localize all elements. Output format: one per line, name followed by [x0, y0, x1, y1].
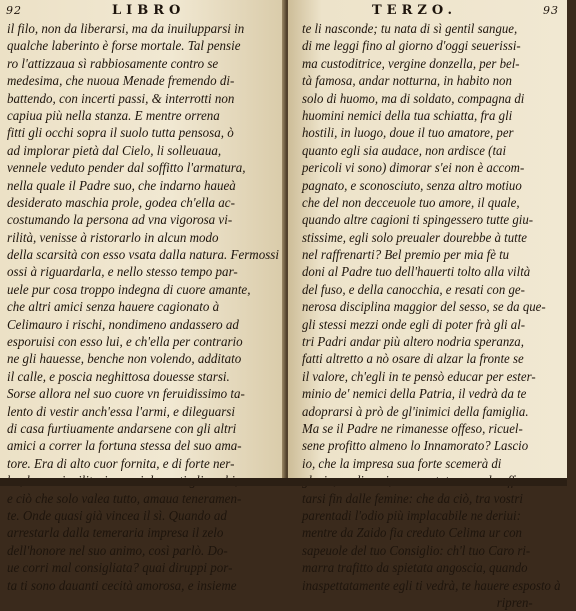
text-line: sapeuole del tuo Consiglio: ch'l tuo Caro ri-: [302, 542, 531, 558]
text-line: il calle, e poscia neghittosa douesse starsi.: [7, 368, 230, 384]
text-line: del fuso, e della canocchia, e resati con ge-: [302, 281, 525, 297]
left-page: [0, 0, 286, 593]
right-page-header: [288, 3, 567, 19]
text-line: esporuisi con esso lui, e ch'ella per contrario: [7, 334, 243, 350]
text-line: inaspettatamente egli ti vedrà, te hauere esposto à: [302, 577, 561, 593]
text-line: ossi à riguardarla, e nello stesso tempo par-: [7, 264, 238, 280]
text-line: minio de' nemici della Patria, il vedrà da te: [302, 386, 527, 402]
text-line: nel raffrenarti? Bel premio per mia fè tu: [302, 247, 510, 263]
text-line: di me leggi fino al giorno d'oggi seuerissi-: [302, 38, 521, 54]
left-running-title: LIBRO: [112, 3, 186, 18]
text-line: della scarsità con esso vsata dalla natura. Fermossi: [7, 247, 279, 263]
text-line: huomini nemici della tua schiatta, fra gli: [302, 107, 513, 123]
text-line: lento di vestir anch'essa l'armi, e dileguarsi: [7, 403, 235, 419]
text-line: parentadi l'odio più implacabile ne deriui:: [302, 507, 521, 523]
text-line: quando altre cagioni ti spingessero tutte giu-: [302, 212, 534, 228]
text-line: che altri amici senza hauere cagionato à: [7, 299, 220, 315]
left-page-number: 92: [6, 4, 22, 17]
text-line: tà famosa, andar notturna, in habito non: [302, 73, 512, 89]
text-line: sene profitto almeno lo Innamorato? Lascio: [302, 438, 529, 454]
text-line: che del non decceuole tuo amore, il quale,: [302, 194, 520, 210]
text-line: marra trafitto da spietata angoscia, quando: [302, 560, 528, 576]
text-line: ne gli hauesse, benche non volendo, additato: [7, 351, 242, 367]
text-line: battendo, con incerti passi, & interrotti non: [7, 90, 235, 106]
text-line: ue corri mal consigliata? quai diruppi por-: [7, 560, 233, 576]
text-line: Celimauro i rischi, nondimeno andassero ad: [7, 316, 239, 332]
text-line: ro l'attizzaua sì rabbiosamente contro se: [7, 55, 219, 71]
text-line: arrestarla dalla temeraria impresa il zelo: [7, 525, 224, 541]
text-line: amici a correr la fortuna stessa del suo ama-: [7, 438, 242, 454]
text-line: tri Padri andar più altero nodria speranza,: [302, 334, 524, 350]
text-line: costumando la persona ad vna vigorosa vi-: [7, 212, 233, 228]
text-line: desiderato maschia prole, godea ch'ella ac-: [7, 194, 235, 210]
right-page: [288, 0, 567, 610]
text-line: nerosa disciplina maggior del sesso, se da que-: [302, 299, 546, 315]
text-line: te. Onde quasi già vincea il sì. Quando ad: [7, 507, 227, 523]
catchword: ripren-: [496, 594, 533, 610]
text-line: io, che la impresa sua forte scemerà di: [302, 455, 502, 471]
text-line: uele pur cosa troppo indegna di cuore amante,: [7, 281, 251, 297]
text-line: adoprarsi à prò de gl'inimici della famiglia.: [302, 403, 529, 419]
text-line: hostili, in luogo, doue il tuo amatore, per: [302, 125, 514, 141]
text-line: mentre da Zaido fia creduto Celima ur con: [302, 525, 522, 541]
left-page-text: [7, 20, 291, 594]
text-line: ma custoditrice, vergine donzella, per bel-: [302, 55, 520, 71]
text-line: medesima, che nuoua Menade fremendo di-: [7, 73, 235, 89]
text-line: fitti gli occhi sopra il suolo tutta pensosa, ò: [7, 125, 234, 141]
text-line: pericoli vi sono) dimorar s'ei non è accom-: [302, 160, 525, 176]
text-line: vennele veduto pender dal soffitto l'armatura,: [7, 160, 246, 176]
text-line: tore. Era di alto cuor fornita, e di forte ner-: [7, 455, 235, 471]
text-line: capiua più nella stanza. E mentre orrena: [7, 107, 220, 123]
text-line: pagnato, e sconosciuto, senza altro motiuo: [302, 177, 522, 193]
text-line: ta ti sono dauanti cecità amorosa, e insieme: [7, 577, 237, 593]
right-page-number: 93: [543, 4, 559, 17]
text-line: ad implorar pietà dal Cielo, li solleuaua,: [7, 142, 222, 158]
text-line: e ciò che solo valea tutto, amaua teneramen-: [7, 490, 242, 506]
text-line: fatti altretto a nò osare di alzar la fronte se: [302, 351, 524, 367]
text-line: il filo, non da liberarsi, ma da inuilupparsi in: [7, 21, 245, 36]
left-page-header: [0, 3, 286, 19]
text-line: quanto egli sia audace, non ardisce (tai: [302, 142, 507, 158]
text-line: doni al Padre tuo dell'hauerti tolto alla viltà: [302, 264, 531, 280]
text-line: stissime, egli solo preualer dourebbe à tutte: [302, 229, 527, 245]
text-line: il valore, ch'egli in te pensò educar per ester-: [302, 368, 536, 384]
text-line: dell'honore nel suo animo, così parlò. Do-: [7, 542, 228, 558]
text-line: gli stessi mezzi onde egli di poter frà gli al-: [302, 316, 526, 332]
text-line: Sorse allora nel suo cuore vn feruidissimo ta-: [7, 386, 245, 402]
text-line: di casa furtiuamente andarsene con gli altri: [7, 420, 237, 436]
text-line: tarsi fin dalle femine: che da ciò, tra vostri: [302, 490, 523, 506]
text-line: Ma se il Padre ne rimanesse offeso, ricuel-: [302, 420, 523, 436]
text-line: te li nasconde; tu nata di sì gentil sangue,: [302, 21, 518, 36]
text-line: nella quale il Padre suo, che indarno haueà: [7, 177, 236, 193]
text-line: solo di huomo, ma di soldato, compagna di: [302, 90, 525, 106]
right-page-text: [302, 20, 576, 611]
text-line: qualche laberinto è forse mortale. Tal pensie: [7, 38, 241, 54]
text-line: rilità, venisse à ristorarlo in alcun modo: [7, 229, 219, 245]
right-running-title: TERZO.: [372, 3, 457, 18]
page-bottom-edge: [0, 478, 567, 486]
